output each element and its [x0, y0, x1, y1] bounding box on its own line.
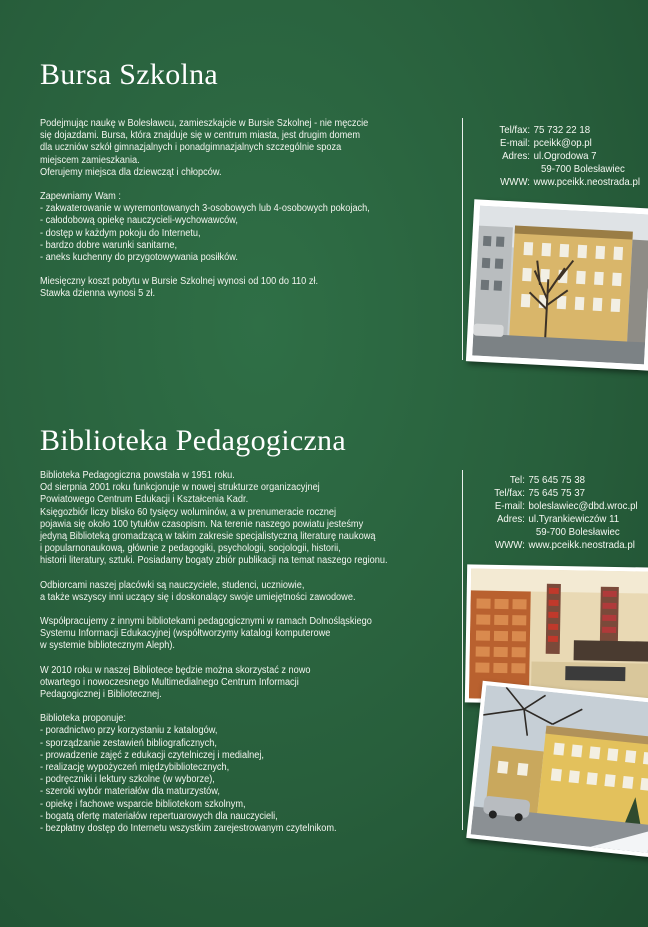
tel-label: Tel: — [509, 474, 525, 486]
biblioteka-text — [40, 470, 388, 835]
library-phone: 75 645 75 38 — [528, 474, 585, 486]
history-line: Powiatowego Centrum Edukacji i Kształcenia Kadr. — [40, 494, 249, 506]
library-offer-item: - podręczniki i lektury szkolne (w wyborze), — [40, 774, 215, 786]
bursa-paragraph-line: dla uczniów szkół gimnazjalnych i ponadgimnazjalnych szczególnie spoza — [40, 142, 342, 154]
bursa-contact — [484, 124, 640, 189]
library-building-photo — [466, 681, 648, 858]
bursa-building-photo — [466, 199, 648, 370]
bursa-offer-item: - całodobową opiekę nauczycieli-wychowawców, — [40, 215, 238, 227]
plans-line: otwartego i nowoczesnego Multimedialnego Centrum Informacji — [40, 676, 299, 688]
history-line: jedyną Biblioteką gromadzącą w takim zakresie specjalistyczną literaturę naukową — [40, 531, 376, 543]
library-offer-item: - sporządzanie zestawień bibliograficznych, — [40, 737, 217, 749]
library-offer-item: - bezpłatny dostęp do Internetu wszystkim zarejestrowanym czytelnikom. — [40, 823, 337, 835]
email-label: E-mail: — [499, 137, 530, 149]
bursa-cost-line: Miesięczny koszt pobytu w Bursie Szkolnej wynosi od 100 do 110 zł. — [40, 276, 319, 288]
bursa-offer-heading: Zapewniamy Wam : — [40, 191, 121, 203]
history-line: i popularnonaukową, głównie z pedagogiki, psychologii, socjologii, historii, — [40, 543, 341, 555]
history-line: Księgozbiór liczy blisko 60 tysięcy woluminów, a w prenumeracie rocznej — [40, 506, 337, 518]
biblioteka-contact — [466, 474, 638, 552]
library-offer-heading: Biblioteka proponuje: — [40, 713, 126, 725]
history-line: historii literatury, sztuki. Posiadamy bogaty zbiór publikacji na temat naszego regionu. — [40, 555, 388, 567]
library-offer-item: - realizację wypożyczeń międzybibliotecznych, — [40, 762, 230, 774]
library-offer-item: - bogatą ofertę materiałów repertuarowych dla nauczycieli, — [40, 810, 278, 822]
plans-line: W 2010 roku w naszej Bibliotece będzie można skorzystać z nowo — [40, 664, 311, 676]
cooperation-line: Współpracujemy z innymi bibliotekami pedagogicznymi w ramach Dolnośląskiego — [40, 616, 372, 628]
library-city: 59-700 Bolesławiec — [535, 526, 620, 538]
history-line: Od sierpnia 2001 roku funkcjonuje w nowej strukturze organizacyjnej — [40, 482, 320, 494]
history-line: pojawia się około 100 tytułów czasopism. Na terenie naszego powiatu jesteśmy — [40, 518, 364, 530]
library-offer-item: - szeroki wybór materiałów dla maturzystów, — [40, 786, 220, 798]
biblioteka-divider — [462, 470, 463, 830]
library-offer-item: - prowadzenie zajęć z edukacji czytelniczej i medialnej, — [40, 749, 264, 761]
bursa-paragraph-line: się dojazdami. Bursa, która znajduje się w centrum miasta, jest drugim domem — [40, 130, 361, 142]
bursa-building-image — [472, 206, 648, 365]
bursa-phone: 75 732 22 18 — [533, 124, 591, 136]
bursa-paragraph-line: Oferujemy miejsca dla dziewcząt i chłopców. — [40, 166, 222, 178]
bursa-city: 59-700 Bolesławiec — [541, 163, 625, 175]
email-label: E-mail: — [494, 500, 525, 512]
bursa-text — [40, 118, 370, 301]
www-label: WWW: — [500, 176, 530, 188]
library-website-link[interactable]: www.pceikk.neostrada.pl — [528, 539, 635, 551]
library-offer-item: - poradnictwo przy korzystaniu z katalogów, — [40, 725, 218, 737]
fax-label: Tel/fax: — [494, 487, 525, 499]
readers-line: Odbiorcami naszej placówki są nauczyciele, studenci, uczniowie, — [40, 579, 305, 591]
bursa-address: ul.Ogrodowa 7 — [533, 150, 597, 162]
bursa-offer-item: - aneks kuchenny do przygotowywania posiłków. — [40, 252, 238, 264]
tel-label: Tel/fax: — [499, 124, 530, 136]
bursa-paragraph-line: Podejmując naukę w Bolesławcu, zamieszkajcie w Bursie Szkolnej - nie męczcie — [40, 118, 369, 129]
bursa-email-link[interactable]: pceikk@op.pl — [533, 137, 592, 149]
address-label: Adres: — [502, 150, 530, 162]
history-line: Biblioteka Pedagogiczna powstała w 1951 roku. — [40, 470, 235, 481]
address-label: Adres: — [496, 513, 525, 525]
bursa-paragraph-line: miejscem zamieszkania. — [40, 154, 140, 166]
library-address: ul.Tyrankiewiczów 11 — [528, 513, 620, 525]
library-email-link[interactable]: boleslawiec@dbd.wroc.pl — [528, 500, 638, 512]
bursa-title: Bursa Szkolna — [40, 58, 219, 91]
bursa-offer-item: - bardzo dobre warunki sanitarne, — [40, 239, 178, 251]
bursa-cost-line: Stawka dzienna wynosi 5 zł. — [40, 288, 156, 300]
biblioteka-title: Biblioteka Pedagogiczna — [40, 424, 346, 457]
library-building-image — [471, 685, 648, 853]
plans-line: Pedagogicznej i Bibliotecznej. — [40, 689, 162, 701]
readers-line: a także wszyscy inni uczący się i doskonalący swoje umiejętności zawodowe. — [40, 591, 356, 603]
www-label: WWW: — [495, 539, 525, 551]
library-fax: 75 645 75 37 — [528, 487, 585, 499]
bursa-offer-item: - dostęp w każdym pokoju do Internetu, — [40, 227, 201, 239]
cooperation-line: w systemie bibliotecznym Aleph). — [40, 640, 175, 652]
bursa-offer-item: - zakwaterowanie w wyremontowanych 3-osobowych lub 4-osobowych pokojach, — [40, 203, 370, 215]
bursa-divider — [462, 118, 463, 360]
cooperation-line: Systemu Informacji Edukacyjnej (współtworzymy katalogi komputerowe — [40, 628, 331, 640]
library-offer-item: - opiekę i fachowe wsparcie bibliotekom szkolnym, — [40, 798, 246, 810]
bursa-website-link[interactable]: www.pceikk.neostrada.pl — [533, 176, 640, 188]
